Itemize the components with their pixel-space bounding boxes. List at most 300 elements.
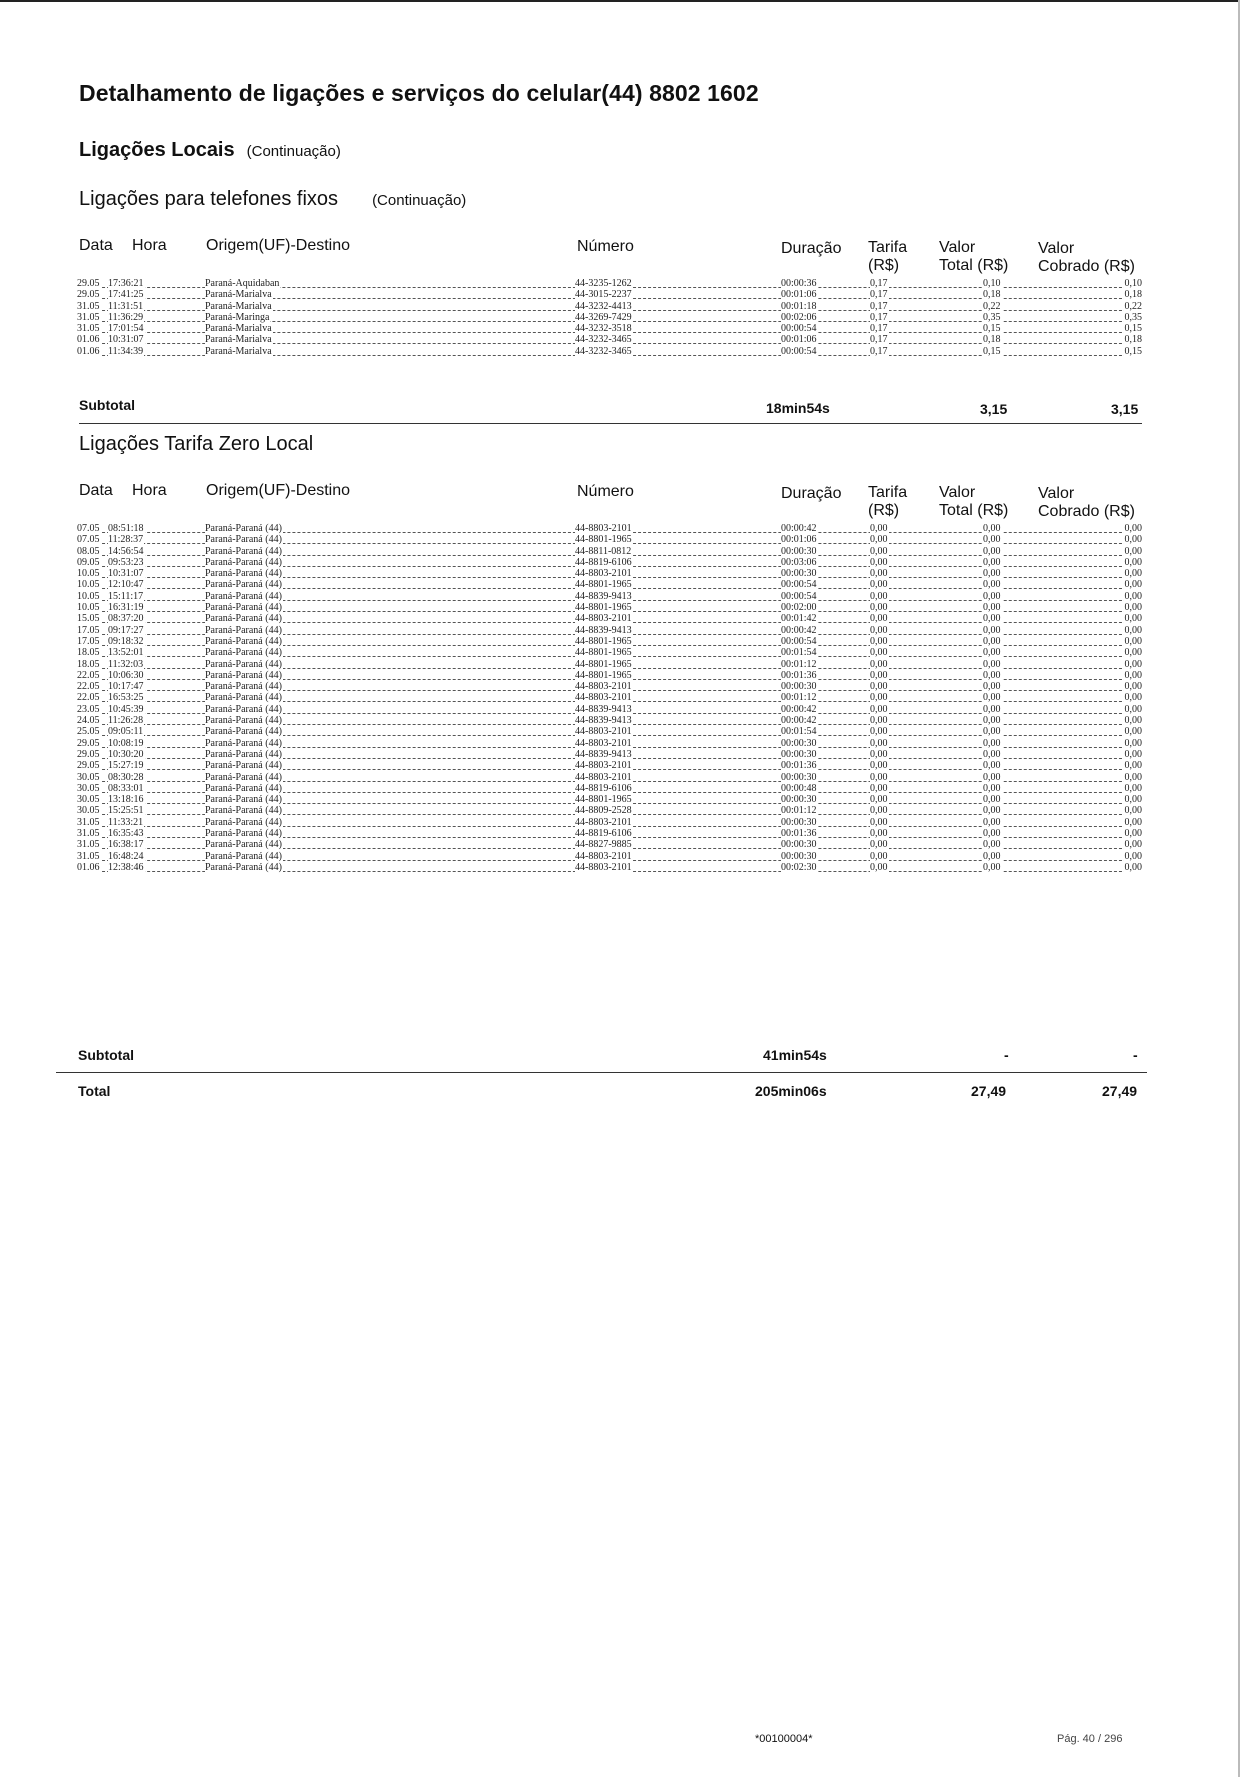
cell-valor-total: 0,00	[983, 669, 1001, 681]
cell-numero: 44-8839-9413	[575, 748, 632, 760]
cell-origem-destino: Paraná-Paraná (44)	[205, 647, 282, 659]
cell-hora: 11:26:28	[108, 715, 144, 727]
cell-hora: 15:25:51	[108, 805, 144, 817]
col-header-tarifa: Tarifa (R$)	[868, 484, 908, 519]
cell-valor-total: 0,00	[983, 590, 1001, 602]
cell-duracao: 00:00:54	[781, 635, 817, 647]
total-valor-total: 27,49	[971, 1083, 1007, 1099]
cell-numero: 44-8839-9413	[575, 624, 632, 636]
cell-tarifa: 0,00	[870, 523, 888, 534]
cell-numero: 44-8803-2101	[575, 523, 632, 534]
cell-tarifa: 0,00	[870, 602, 888, 614]
cell-valor-total: 0,00	[983, 523, 1001, 534]
zero-subtotal-duracao: 41min54s	[763, 1047, 827, 1063]
cell-valor-cobrado: 0,00	[1124, 715, 1142, 727]
cell-numero: 44-8803-2101	[575, 760, 632, 772]
cell-valor-cobrado: 0,00	[1124, 760, 1142, 772]
cell-tarifa: 0,00	[870, 681, 888, 693]
col-header-origem: Origem(UF)-Destino	[206, 237, 351, 254]
cell-data: 25.05	[77, 726, 100, 738]
cell-valor-cobrado: 0,00	[1124, 624, 1142, 636]
cell-duracao: 00:00:54	[781, 345, 817, 357]
zero-subtotal-label: Subtotal	[78, 1047, 134, 1063]
continuation-label: (Continuação)	[372, 192, 467, 209]
cell-numero: 44-8803-2101	[575, 850, 632, 862]
cell-valor-total: 0,00	[983, 534, 1001, 546]
document-code: *00100004*	[755, 1733, 813, 1745]
cell-tarifa: 0,17	[870, 323, 888, 335]
cell-duracao: 00:00:54	[781, 590, 817, 602]
cell-valor-total: 0,00	[983, 816, 1001, 828]
cell-data: 01.06	[77, 861, 100, 873]
page-title: Detalhamento de ligações e serviços do celular(44) 8802 1602	[79, 80, 759, 106]
cell-valor-cobrado: 0,00	[1124, 726, 1142, 738]
cell-valor-total: 0,10	[983, 278, 1001, 289]
cell-data: 29.05	[77, 748, 100, 760]
cell-tarifa: 0,00	[870, 805, 888, 817]
cell-numero: 44-8803-2101	[575, 771, 632, 783]
cell-origem-destino: Paraná-Paraná (44)	[205, 602, 282, 614]
total-valor-cobrado: 27,49	[1102, 1083, 1138, 1099]
cell-data: 29.05	[77, 278, 100, 289]
cell-origem-destino: Paraná-Paraná (44)	[205, 726, 282, 738]
cell-hora: 10:31:07	[108, 334, 144, 346]
cell-hora: 11:31:51	[108, 300, 144, 312]
cell-tarifa: 0,00	[870, 568, 888, 580]
cell-origem-destino: Paraná-Marialva	[205, 300, 272, 312]
cell-data: 30.05	[77, 782, 100, 794]
cell-data: 29.05	[77, 760, 100, 772]
cell-tarifa: 0,00	[870, 556, 888, 568]
cell-origem-destino: Paraná-Paraná (44)	[205, 669, 282, 681]
cell-data: 07.05	[77, 534, 100, 546]
cell-duracao: 00:01:36	[781, 760, 817, 772]
cell-origem-destino: Paraná-Paraná (44)	[205, 635, 282, 647]
cell-numero: 44-8801-1965	[575, 794, 632, 806]
cell-duracao: 00:00:30	[781, 748, 817, 760]
cell-valor-total: 0,00	[983, 861, 1001, 873]
cell-numero: 44-8801-1965	[575, 647, 632, 659]
cell-origem-destino: Paraná-Paraná (44)	[205, 760, 282, 772]
cell-valor-cobrado: 0,00	[1124, 703, 1142, 715]
cell-origem-destino: Paraná-Paraná (44)	[205, 590, 282, 602]
cell-origem-destino: Paraná-Paraná (44)	[205, 715, 282, 727]
cell-data: 08.05	[77, 545, 100, 557]
cell-valor-total: 0,00	[983, 850, 1001, 862]
cell-valor-cobrado: 0,15	[1124, 323, 1142, 335]
cell-data: 31.05	[77, 323, 100, 335]
cell-duracao: 00:00:30	[781, 850, 817, 862]
cell-hora: 08:33:01	[108, 782, 144, 794]
cell-data: 30.05	[77, 794, 100, 806]
cell-valor-total: 0,00	[983, 545, 1001, 557]
cell-valor-cobrado: 0,00	[1124, 613, 1142, 625]
cell-valor-cobrado: 0,00	[1124, 669, 1142, 681]
total-label: Total	[78, 1083, 111, 1099]
col-header-numero: Número	[577, 238, 634, 255]
cell-numero: 44-8801-1965	[575, 658, 632, 670]
zero-subtotal-valor-total: -	[1004, 1047, 1009, 1063]
cell-numero: 44-8803-2101	[575, 613, 632, 625]
col-header-valor-cobrado: Valor Cobrado (R$)	[1038, 485, 1135, 520]
cell-tarifa: 0,00	[870, 737, 888, 749]
cell-valor-total: 0,00	[983, 624, 1001, 636]
cell-valor-cobrado: 0,18	[1124, 289, 1142, 301]
cell-origem-destino: Paraná-Paraná (44)	[205, 771, 282, 783]
cell-origem-destino: Paraná-Marialva	[205, 334, 272, 346]
cell-data: 22.05	[77, 669, 100, 681]
cell-hora: 13:52:01	[108, 647, 144, 659]
cell-duracao: 00:01:54	[781, 726, 817, 738]
cell-duracao: 00:01:12	[781, 658, 817, 670]
cell-tarifa: 0,00	[870, 635, 888, 647]
cell-tarifa: 0,00	[870, 590, 888, 602]
cell-duracao: 00:01:36	[781, 669, 817, 681]
cell-duracao: 00:00:48	[781, 782, 817, 794]
col-header-valor-total: Valor Total (R$)	[939, 239, 1009, 274]
cell-data: 09.05	[77, 556, 100, 568]
cell-data: 18.05	[77, 647, 100, 659]
col-header-tarifa: Tarifa (R$)	[868, 239, 908, 274]
col-header-data: Data	[79, 482, 113, 499]
cell-hora: 11:34:39	[108, 345, 144, 357]
cell-valor-cobrado: 0,00	[1124, 602, 1142, 614]
cell-tarifa: 0,00	[870, 669, 888, 681]
cell-data: 01.06	[77, 334, 100, 346]
cell-data: 10.05	[77, 602, 100, 614]
cell-valor-total: 0,00	[983, 805, 1001, 817]
continuation-label: (Continuação)	[246, 143, 341, 160]
cell-valor-total: 0,00	[983, 613, 1001, 625]
cell-duracao: 00:00:54	[781, 323, 817, 335]
cell-data: 15.05	[77, 613, 100, 625]
cell-tarifa: 0,00	[870, 748, 888, 760]
col-header-origem: Origem(UF)-Destino	[206, 482, 351, 499]
cell-valor-cobrado: 0,00	[1124, 850, 1142, 862]
cell-hora: 16:31:19	[108, 602, 144, 614]
cell-tarifa: 0,17	[870, 278, 888, 289]
cell-valor-total: 0,00	[983, 748, 1001, 760]
col-header-data: Data	[79, 237, 113, 254]
cell-valor-cobrado: 0,00	[1124, 771, 1142, 783]
cell-duracao: 00:01:06	[781, 334, 817, 346]
cell-tarifa: 0,00	[870, 692, 888, 704]
page-number: Pág. 40 / 296	[1057, 1733, 1123, 1745]
col-header-numero: Número	[577, 483, 634, 500]
cell-valor-total: 0,00	[983, 692, 1001, 704]
scan-edge-top	[0, 0, 1240, 2]
cell-valor-cobrado: 0,00	[1124, 737, 1142, 749]
cell-numero: 44-8803-2101	[575, 861, 632, 873]
cell-duracao: 00:00:30	[781, 545, 817, 557]
cell-hora: 10:08:19	[108, 737, 144, 749]
cell-hora: 17:41:25	[108, 289, 144, 301]
cell-numero: 44-8801-1965	[575, 534, 632, 546]
cell-valor-cobrado: 0,35	[1124, 311, 1142, 323]
cell-origem-destino: Paraná-Paraná (44)	[205, 703, 282, 715]
cell-hora: 11:33:21	[108, 816, 144, 828]
cell-valor-cobrado: 0,00	[1124, 534, 1142, 546]
cell-tarifa: 0,17	[870, 334, 888, 346]
cell-data: 24.05	[77, 715, 100, 727]
cell-valor-cobrado: 0,22	[1124, 300, 1142, 312]
cell-origem-destino: Paraná-Paraná (44)	[205, 850, 282, 862]
cell-origem-destino: Paraná-Paraná (44)	[205, 816, 282, 828]
cell-valor-total: 0,00	[983, 715, 1001, 727]
table-row	[77, 347, 1142, 358]
cell-tarifa: 0,00	[870, 782, 888, 794]
cell-hora: 11:36:29	[108, 311, 144, 323]
cell-origem-destino: Paraná-Paraná (44)	[205, 613, 282, 625]
cell-valor-total: 0,00	[983, 635, 1001, 647]
cell-valor-total: 0,00	[983, 703, 1001, 715]
cell-origem-destino: Paraná-Maringa	[205, 311, 270, 323]
cell-tarifa: 0,17	[870, 300, 888, 312]
cell-data: 22.05	[77, 681, 100, 693]
cell-tarifa: 0,00	[870, 726, 888, 738]
cell-origem-destino: Paraná-Paraná (44)	[205, 692, 282, 704]
cell-origem-destino: Paraná-Paraná (44)	[205, 681, 282, 693]
cell-numero: 44-8801-1965	[575, 579, 632, 591]
cell-valor-total: 0,00	[983, 726, 1001, 738]
table-row	[77, 863, 1142, 874]
cell-duracao: 00:00:36	[781, 278, 817, 289]
cell-hora: 17:01:54	[108, 323, 144, 335]
cell-duracao: 00:01:18	[781, 300, 817, 312]
cell-tarifa: 0,00	[870, 828, 888, 840]
section-title: Ligações para telefones fixos	[79, 188, 339, 210]
cell-tarifa: 0,00	[870, 579, 888, 591]
cell-valor-cobrado: 0,10	[1124, 278, 1142, 289]
cell-origem-destino: Paraná-Paraná (44)	[205, 523, 282, 534]
zero-subtotal-valor-cobrado: -	[1133, 1047, 1138, 1063]
cell-valor-total: 0,00	[983, 579, 1001, 591]
table-row	[77, 290, 1142, 301]
cell-numero: 44-8801-1965	[575, 602, 632, 614]
table-row	[77, 535, 1142, 546]
cell-tarifa: 0,00	[870, 534, 888, 546]
cell-numero: 44-8839-9413	[575, 590, 632, 602]
cell-duracao: 00:00:42	[781, 703, 817, 715]
cell-duracao: 00:00:42	[781, 523, 817, 534]
fixos-subtotal-label: Subtotal	[79, 397, 135, 413]
cell-data: 17.05	[77, 624, 100, 636]
cell-hora: 17:36:21	[108, 278, 144, 289]
cell-duracao: 00:01:12	[781, 692, 817, 704]
cell-tarifa: 0,00	[870, 839, 888, 851]
cell-hora: 09:17:27	[108, 624, 144, 636]
cell-valor-total: 0,00	[983, 760, 1001, 772]
cell-duracao: 00:00:30	[781, 794, 817, 806]
fixos-subtotal-valor-total: 3,15	[980, 401, 1008, 417]
cell-hora: 11:32:03	[108, 658, 144, 670]
cell-numero: 44-8819-6106	[575, 828, 632, 840]
cell-valor-total: 0,35	[983, 311, 1001, 323]
cell-tarifa: 0,00	[870, 715, 888, 727]
cell-data: 29.05	[77, 289, 100, 301]
cell-hora: 09:53:23	[108, 556, 144, 568]
cell-valor-cobrado: 0,00	[1124, 545, 1142, 557]
cell-valor-cobrado: 0,00	[1124, 590, 1142, 602]
cell-hora: 16:38:17	[108, 839, 144, 851]
cell-data: 10.05	[77, 568, 100, 580]
cell-origem-destino: Paraná-Paraná (44)	[205, 839, 282, 851]
cell-numero: 44-3232-3465	[575, 345, 632, 357]
cell-numero: 44-3232-3465	[575, 334, 632, 346]
cell-duracao: 00:02:00	[781, 602, 817, 614]
section-title: Ligações Locais	[79, 139, 235, 161]
cell-origem-destino: Paraná-Paraná (44)	[205, 805, 282, 817]
cell-valor-cobrado: 0,00	[1124, 782, 1142, 794]
cell-numero: 44-8803-2101	[575, 737, 632, 749]
cell-numero: 44-8809-2528	[575, 805, 632, 817]
cell-valor-cobrado: 0,00	[1124, 579, 1142, 591]
cell-duracao: 00:00:30	[781, 839, 817, 851]
cell-valor-total: 0,00	[983, 828, 1001, 840]
cell-data: 31.05	[77, 828, 100, 840]
cell-duracao: 00:02:30	[781, 861, 817, 873]
cell-hora: 13:18:16	[108, 794, 144, 806]
table-row	[77, 614, 1142, 625]
cell-origem-destino: Paraná-Paraná (44)	[205, 579, 282, 591]
cell-duracao: 00:00:30	[781, 816, 817, 828]
cell-hora: 08:30:28	[108, 771, 144, 783]
total-duracao: 205min06s	[755, 1083, 827, 1099]
cell-hora: 10:30:20	[108, 748, 144, 760]
cell-duracao: 00:01:12	[781, 805, 817, 817]
cell-tarifa: 0,00	[870, 816, 888, 828]
cell-valor-total: 0,22	[983, 300, 1001, 312]
cell-numero: 44-3232-3518	[575, 323, 632, 335]
cell-hora: 08:37:20	[108, 613, 144, 625]
cell-tarifa: 0,00	[870, 613, 888, 625]
cell-duracao: 00:01:36	[781, 828, 817, 840]
cell-numero: 44-8839-9413	[575, 715, 632, 727]
cell-hora: 15:11:17	[108, 590, 144, 602]
cell-numero: 44-8819-6106	[575, 782, 632, 794]
cell-data: 31.05	[77, 839, 100, 851]
cell-data: 17.05	[77, 635, 100, 647]
cell-numero: 44-8803-2101	[575, 681, 632, 693]
cell-tarifa: 0,00	[870, 545, 888, 557]
cell-valor-cobrado: 0,00	[1124, 828, 1142, 840]
cell-numero: 44-3235-1262	[575, 278, 632, 289]
cell-valor-total: 0,18	[983, 289, 1001, 301]
cell-numero: 44-8819-6106	[575, 556, 632, 568]
cell-origem-destino: Paraná-Marialva	[205, 289, 272, 301]
cell-origem-destino: Paraná-Paraná (44)	[205, 737, 282, 749]
cell-origem-destino: Paraná-Paraná (44)	[205, 624, 282, 636]
cell-valor-cobrado: 0,00	[1124, 692, 1142, 704]
cell-origem-destino: Paraná-Paraná (44)	[205, 556, 282, 568]
cell-data: 10.05	[77, 590, 100, 602]
cell-origem-destino: Paraná-Aquidaban	[205, 278, 280, 289]
cell-data: 30.05	[77, 805, 100, 817]
col-header-valor-total: Valor Total (R$)	[939, 484, 1009, 519]
cell-valor-total: 0,00	[983, 602, 1001, 614]
cell-hora: 16:35:43	[108, 828, 144, 840]
cell-origem-destino: Paraná-Paraná (44)	[205, 782, 282, 794]
cell-valor-cobrado: 0,00	[1124, 658, 1142, 670]
col-header-duracao: Duração	[781, 240, 842, 257]
table-row	[77, 648, 1142, 659]
zero-rows	[77, 524, 1142, 874]
cell-hora: 09:18:32	[108, 635, 144, 647]
cell-data: 31.05	[77, 816, 100, 828]
cell-duracao: 00:00:30	[781, 681, 817, 693]
table-row	[77, 727, 1142, 738]
cell-duracao: 00:00:30	[781, 568, 817, 580]
cell-origem-destino: Paraná-Paraná (44)	[205, 568, 282, 580]
cell-tarifa: 0,00	[870, 861, 888, 873]
cell-tarifa: 0,00	[870, 771, 888, 783]
cell-numero: 44-8811-0812	[575, 545, 632, 557]
cell-origem-destino: Paraná-Paraná (44)	[205, 534, 282, 546]
cell-origem-destino: Paraná-Paraná (44)	[205, 828, 282, 840]
cell-hora: 10:45:39	[108, 703, 144, 715]
cell-valor-cobrado: 0,00	[1124, 794, 1142, 806]
cell-origem-destino: Paraná-Paraná (44)	[205, 658, 282, 670]
cell-data: 30.05	[77, 771, 100, 783]
cell-hora: 16:53:25	[108, 692, 144, 704]
fixos-subtotal-valor-cobrado: 3,15	[1111, 401, 1139, 417]
cell-data: 23.05	[77, 703, 100, 715]
cell-valor-cobrado: 0,18	[1124, 334, 1142, 346]
cell-valor-cobrado: 0,00	[1124, 805, 1142, 817]
cell-origem-destino: Paraná-Paraná (44)	[205, 794, 282, 806]
cell-valor-total: 0,00	[983, 658, 1001, 670]
cell-valor-cobrado: 0,00	[1124, 635, 1142, 647]
table-row	[77, 761, 1142, 772]
cell-tarifa: 0,17	[870, 345, 888, 357]
cell-data: 31.05	[77, 311, 100, 323]
cell-origem-destino: Paraná-Marialva	[205, 345, 272, 357]
col-header-hora: Hora	[132, 482, 167, 499]
cell-hora: 14:56:54	[108, 545, 144, 557]
cell-tarifa: 0,17	[870, 289, 888, 301]
cell-valor-cobrado: 0,15	[1124, 345, 1142, 357]
cell-data: 01.06	[77, 345, 100, 357]
cell-numero: 44-8801-1965	[575, 669, 632, 681]
cell-valor-cobrado: 0,00	[1124, 523, 1142, 534]
cell-duracao: 00:00:30	[781, 771, 817, 783]
cell-numero: 44-8803-2101	[575, 816, 632, 828]
cell-numero: 44-3015-2237	[575, 289, 632, 301]
cell-hora: 09:05:11	[108, 726, 144, 738]
cell-valor-cobrado: 0,00	[1124, 861, 1142, 873]
cell-valor-total: 0,15	[983, 345, 1001, 357]
cell-tarifa: 0,00	[870, 703, 888, 715]
cell-tarifa: 0,00	[870, 850, 888, 862]
fixos-subtotal-duracao: 18min54s	[766, 400, 830, 416]
cell-data: 29.05	[77, 737, 100, 749]
cell-numero: 44-8839-9413	[575, 703, 632, 715]
cell-duracao: 00:01:06	[781, 289, 817, 301]
cell-duracao: 00:00:42	[781, 715, 817, 727]
cell-valor-total: 0,00	[983, 737, 1001, 749]
section-tarifa-zero	[79, 433, 313, 456]
section-telefones-fixos	[79, 188, 466, 211]
cell-hora: 15:27:19	[108, 760, 144, 772]
cell-duracao: 00:02:06	[781, 311, 817, 323]
table-row	[77, 840, 1142, 851]
cell-numero: 44-8803-2101	[575, 692, 632, 704]
cell-data: 31.05	[77, 850, 100, 862]
cell-data: 22.05	[77, 692, 100, 704]
cell-hora: 10:31:07	[108, 568, 144, 580]
cell-origem-destino: Paraná-Paraná (44)	[205, 545, 282, 557]
cell-valor-cobrado: 0,00	[1124, 816, 1142, 828]
